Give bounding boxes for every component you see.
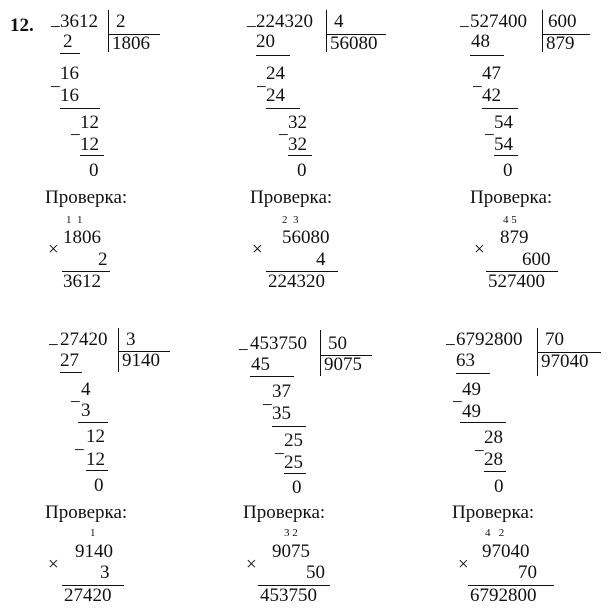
step-subtrahend: 25 <box>284 452 303 473</box>
product: 6792800 <box>470 585 537 606</box>
step-line <box>272 426 306 427</box>
quotient: 56080 <box>330 33 378 54</box>
step-subtrahend: 2 <box>63 31 73 52</box>
step-remainder: 28 <box>484 427 503 448</box>
step-subtrahend: 48 <box>471 31 490 52</box>
problem-number: 12. <box>10 15 34 36</box>
step-final-remainder: 0 <box>89 160 99 181</box>
step-line <box>250 376 294 377</box>
step-remainder: 54 <box>494 112 513 133</box>
minus-sign: − <box>50 17 61 38</box>
dividend: 527400 <box>470 11 527 32</box>
minus-sign: − <box>238 340 249 361</box>
carry-digits: 4 5 <box>503 214 517 226</box>
step-line <box>482 108 518 109</box>
minus-sign: − <box>70 392 81 413</box>
multiplier: 3 <box>100 562 110 583</box>
check-label: Проверка: <box>243 502 326 523</box>
step-subtrahend: 32 <box>288 134 307 155</box>
divisor: 3 <box>126 329 136 350</box>
product: 224320 <box>268 271 325 292</box>
division-bar <box>118 328 119 372</box>
multiplicand: 1806 <box>63 227 101 248</box>
step-subtrahend: 42 <box>482 85 501 106</box>
multiplicand: 879 <box>500 227 529 248</box>
step-subtrahend: 16 <box>60 85 79 106</box>
step-remainder: 32 <box>288 112 307 133</box>
carry-digits: 3 2 <box>284 527 298 539</box>
step-subtrahend: 35 <box>272 403 291 424</box>
step-remainder: 37 <box>272 381 291 402</box>
minus-sign: − <box>256 77 267 98</box>
minus-sign: − <box>278 125 289 146</box>
step-remainder: 47 <box>482 63 501 84</box>
multiply-sign: × <box>252 239 263 260</box>
multiplier: 4 <box>316 249 326 270</box>
step-final-remainder: 0 <box>292 477 302 498</box>
quotient: 879 <box>546 33 575 54</box>
check-label: Проверка: <box>45 502 128 523</box>
divisor: 4 <box>334 11 344 32</box>
minus-sign: − <box>274 444 285 465</box>
multiply-sign: × <box>458 554 469 575</box>
multiply-sign: × <box>474 239 485 260</box>
product: 27420 <box>64 585 112 606</box>
multiplier: 2 <box>98 249 108 270</box>
carry-digits: 2 3 <box>282 214 299 226</box>
check-label: Проверка: <box>452 502 535 523</box>
step-subtrahend: 45 <box>251 354 270 375</box>
minus-sign: − <box>48 335 59 356</box>
step-subtrahend: 63 <box>456 350 475 371</box>
step-subtrahend: 54 <box>494 134 513 155</box>
step-line <box>78 422 108 423</box>
dividend: 224320 <box>256 11 313 32</box>
step-remainder: 12 <box>80 112 99 133</box>
minus-sign: − <box>452 392 463 413</box>
step-line <box>288 155 312 156</box>
step-subtrahend: 20 <box>256 31 275 52</box>
step-subtrahend: 49 <box>462 401 481 422</box>
step-line <box>60 372 82 373</box>
division-bar <box>326 10 327 52</box>
minus-sign: − <box>50 77 61 98</box>
step-line <box>456 373 490 374</box>
division-bar <box>108 10 109 52</box>
step-line <box>86 470 108 471</box>
step-line <box>266 108 300 109</box>
step-line <box>60 53 80 54</box>
step-line <box>80 155 104 156</box>
minus-sign: − <box>445 335 456 356</box>
minus-sign: − <box>74 440 85 461</box>
step-final-remainder: 0 <box>297 160 307 181</box>
step-subtrahend: 12 <box>80 134 99 155</box>
step-final-remainder: 0 <box>503 160 513 181</box>
step-final-remainder: 0 <box>494 476 504 497</box>
minus-sign: − <box>246 17 257 38</box>
step-line <box>60 108 100 109</box>
quotient: 9075 <box>324 354 362 375</box>
step-line <box>256 55 290 56</box>
quotient: 97040 <box>541 351 589 372</box>
multiplicand: 9075 <box>272 541 310 562</box>
step-final-remainder: 0 <box>94 475 104 496</box>
quotient: 1806 <box>112 33 150 54</box>
step-remainder: 16 <box>60 63 79 84</box>
carry-digits: 1 <box>90 527 96 539</box>
product: 3612 <box>63 271 101 292</box>
quotient: 9140 <box>122 350 160 371</box>
multiplier: 50 <box>306 562 325 583</box>
dividend: 453750 <box>250 333 307 354</box>
step-subtrahend: 12 <box>86 449 105 470</box>
step-line <box>470 55 504 56</box>
divisor: 600 <box>548 11 577 32</box>
multiplicand: 56080 <box>282 227 330 248</box>
multiply-sign: × <box>48 239 59 260</box>
dividend: 3612 <box>60 11 98 32</box>
multiplier: 70 <box>518 562 537 583</box>
step-remainder: 25 <box>284 430 303 451</box>
step-remainder: 49 <box>462 379 481 400</box>
carry-digits: 4 2 <box>485 527 505 539</box>
division-bar <box>320 330 321 376</box>
step-line <box>494 155 518 156</box>
product: 527400 <box>488 271 545 292</box>
step-remainder: 4 <box>81 379 91 400</box>
check-label: Проверка: <box>250 187 333 208</box>
minus-sign: − <box>474 441 485 462</box>
multiply-sign: × <box>48 554 59 575</box>
divisor: 2 <box>116 11 126 32</box>
minus-sign: − <box>70 125 81 146</box>
multiplier: 600 <box>522 249 551 270</box>
minus-sign: − <box>262 395 273 416</box>
step-remainder: 12 <box>86 426 105 447</box>
step-line <box>284 473 306 474</box>
minus-sign: − <box>459 17 470 38</box>
dividend: 27420 <box>60 329 108 350</box>
step-line <box>460 422 506 423</box>
multiplicand: 97040 <box>482 541 530 562</box>
check-label: Проверка: <box>45 187 128 208</box>
minus-sign: − <box>472 77 483 98</box>
multiplicand: 9140 <box>75 541 113 562</box>
step-subtrahend: 24 <box>266 85 285 106</box>
dividend: 6792800 <box>456 329 523 350</box>
divisor: 70 <box>545 329 564 350</box>
step-subtrahend: 3 <box>81 400 91 421</box>
step-subtrahend: 27 <box>60 350 79 371</box>
division-bar <box>542 10 543 52</box>
multiply-sign: × <box>246 554 257 575</box>
check-label: Проверка: <box>470 187 553 208</box>
step-remainder: 24 <box>266 63 285 84</box>
divisor: 50 <box>328 333 347 354</box>
step-subtrahend: 28 <box>484 449 503 470</box>
carry-digits: 1 1 <box>66 214 83 226</box>
step-line <box>484 471 506 472</box>
minus-sign: − <box>484 125 495 146</box>
product: 453750 <box>260 585 317 606</box>
